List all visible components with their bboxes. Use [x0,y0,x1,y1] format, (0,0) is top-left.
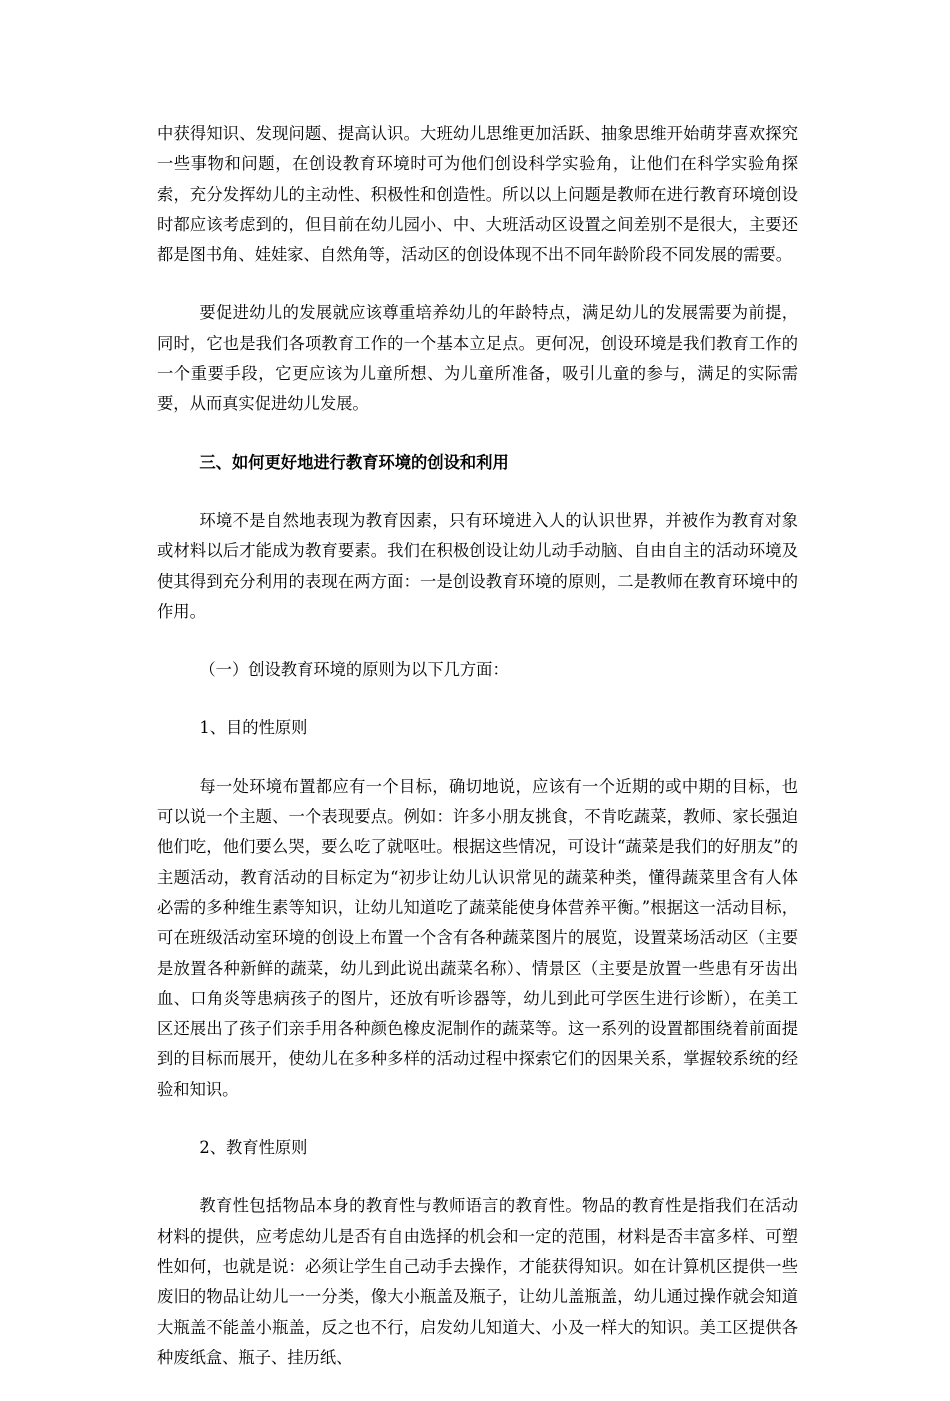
body-paragraph: 教育性包括物品本身的教育性与教师语言的教育性。物品的教育性是指我们在活动材料的提供，应考虑幼儿是否有自由选择的机会和一定的范围，材料是否丰富多样、可塑性如何，也就是说：必须让学生自己动手去操作，才能获得知识。如在计算机区提供一些废旧的物品让幼儿一一分类，像大小瓶盖及瓶子，让幼儿盖瓶盖，幼儿通过操作就会知道大瓶盖不能盖小瓶盖，反之也不行，启发幼儿知道大、小及一样大的知识。美工区提供各种废纸盒、瓶子、挂历纸、 [157,1196,798,1367]
subsection-heading: （一）创设教育环境的原则为以下几方面： [199,660,509,680]
principle-heading: 1、目的性原则 [199,718,308,738]
body-paragraph: 环境不是自然地表现为教育因素，只有环境进入人的认识世界，并被作为教育对象或材料以后才能成为教育要素。我们在积极创设让幼儿动手动脑、自由自主的活动环境及使其得到充分利用的表现在两方面：一是创设教育环境的原则，二是教师在教育环境中的作用。 [157,510,798,621]
body-paragraph: 中获得知识、发现问题、提高认识。大班幼儿思维更加活跃、抽象思维开始萌芽喜欢探究一些事物和问题，在创设教育环境时可为他们创设科学实验角，让他们在科学实验角探索，充分发挥幼儿的主动性、积极性和创造性。所以以上问题是教师在进行教育环境创设时都应该考虑到的，但目前在幼儿园小、中、大班活动区设置之间差别不是很大，主要还都是图书角、娃娃家、自然角等，活动区的创设体现不出不同年龄阶段不同发展的需要。 [157,124,798,265]
section-heading: 三、如何更好地进行教育环境的创设和利用 [199,452,509,472]
principle-heading: 2、教育性原则 [199,1138,308,1158]
document-page [157,119,798,1401]
body-paragraph: 每一处环境布置都应有一个目标，确切地说，应该有一个近期的或中期的目标，也可以说一个主题、一个表现要点。例如：许多小朋友挑食，不肯吃蔬菜，教师、家长强迫他们吃，他们要么哭，要么吃了就呕吐。根据这些情况，可设计“蔬菜是我们的好朋友”的主题活动，教育活动的目标定为“初步让幼儿认识常见的蔬菜种类，懂得蔬菜里含有人体必需的多种维生素等知识，让幼儿知道吃了蔬菜能使身体营养平衡。”根据这一活动目标，可在班级活动室环境的创设上布置一个含有各种蔬菜图片的展览，设置菜场活动区（主要是放置各种新鲜的蔬菜，幼儿到此说出蔬菜名称）、情景区（主要是放置一些患有牙齿出血、口角炎等患病孩子的图片，还放有听诊器等，幼儿到此可学医生进行诊断），在美工区还展出了孩子们亲手用各种颜色橡皮泥制作的蔬菜等。这一系列的设置都围绕着前面提到的目标而展开，使幼儿在多种多样的活动过程中探索它们的因果关系，掌握较系统的经验和知识。 [157,776,798,1099]
body-paragraph: 要促进幼儿的发展就应该尊重培养幼儿的年龄特点，满足幼儿的发展需要为前提，同时，它也是我们各项教育工作的一个基本立足点。更何况，创设环境是我们教育工作的一个重要手段，它更应该为儿童所想、为儿童所准备，吸引儿童的参与，满足的实际需要，从而真实促进幼儿发展。 [157,303,798,414]
